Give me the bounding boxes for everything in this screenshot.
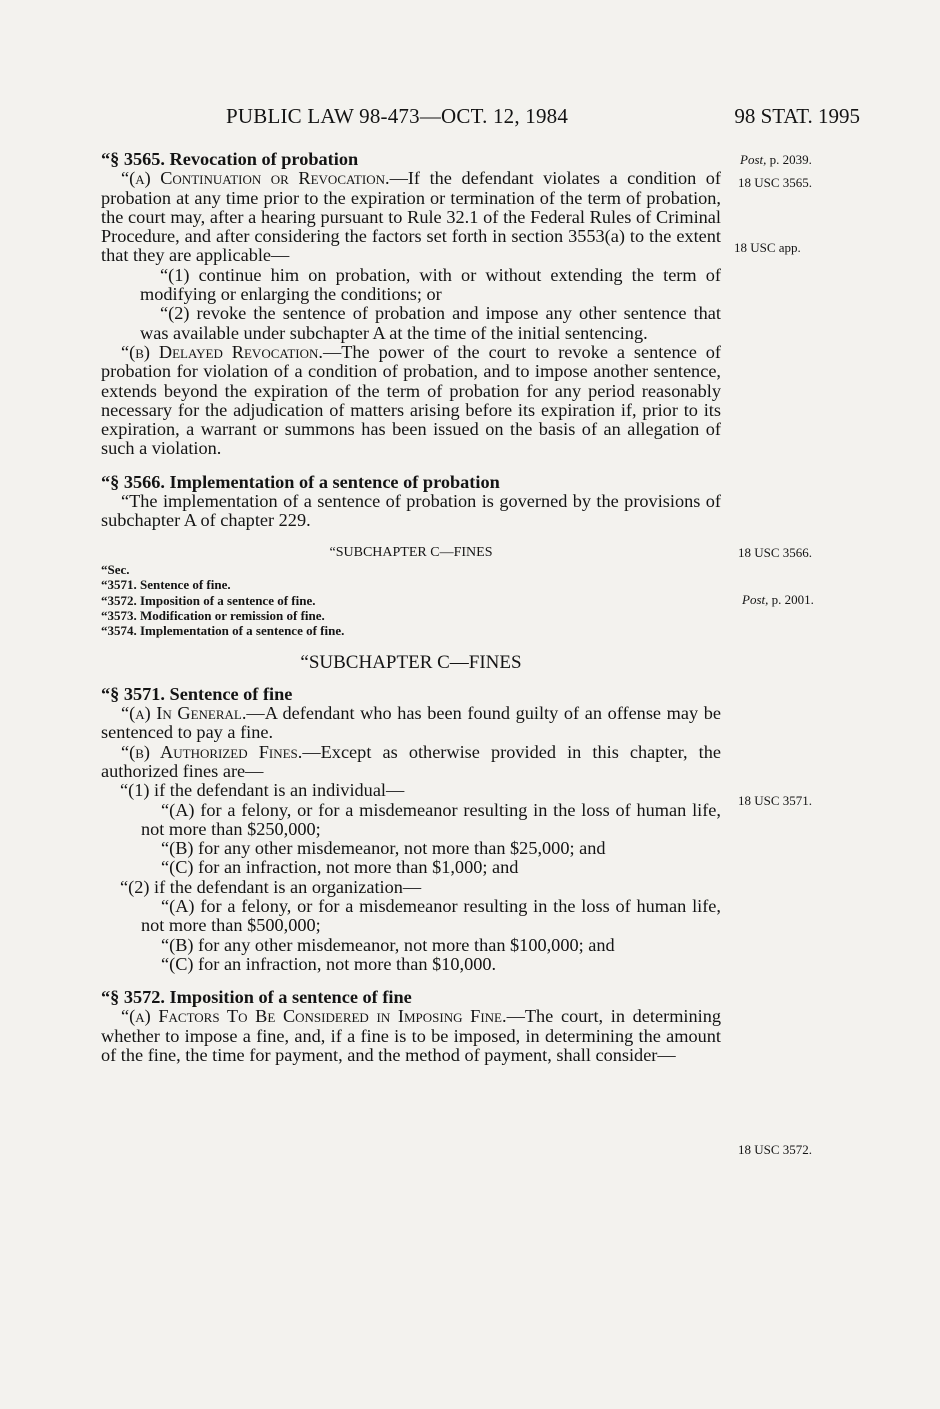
subsection-a-label: “(a) Continuation or Revocation.	[121, 168, 390, 189]
post-label: Post,	[740, 152, 767, 167]
toc-item: “3572. Imposition of a sentence of fine.	[101, 592, 316, 608]
subparagraph-b1A: “(A) for a felony, or for a misdemeanor resulting in the loss of human life, not more than $250,000;	[141, 799, 721, 839]
subsection-a-label: “(a) Factors To Be Considered in Imposing Fine.	[121, 1006, 507, 1027]
section-3566-text: “The implementation of a sentence of probation is governed by the provisions of subchapter A of chapter 229.	[101, 491, 721, 531]
toc-title: “SUBCHAPTER C—FINES	[329, 544, 493, 560]
section-3571-subsection-a	[101, 704, 721, 743]
subsection-b-label: “(b) Delayed Revocation.	[121, 341, 323, 362]
subparagraph-b2B: “(B) for any other misdemeanor, not more than $100,000; and	[161, 934, 615, 955]
subsection-a-text: —The court, in determining whether to impose a fine, and, if a fine is to be imposed, in determining the amount of the fine, the time for payment, and the method of payment, shall consider—	[101, 1006, 721, 1066]
post-page: p. 2039.	[766, 152, 812, 167]
subsection-b-text: —The power of the court to revoke a sentence of probation for violation of a condition of probation, and to impose another sentence, extends beyond the expiration of the term of probation for any period reasonably necessary for the adjudication of matters arising before its expiration if, prior to its expiration, a warrant or summons has been issued on the basis of an allegation of such a violation.	[101, 341, 721, 459]
paragraph-b1: “(1) if the defendant is an individual—	[120, 780, 405, 801]
section-3565-paragraph-2: “(2) revoke the sentence of probation and impose any other sentence that was available under subchapter A at the time of the initial sentencing.	[140, 303, 721, 343]
subparagraph-b1B: “(B) for any other misdemeanor, not more than $25,000; and	[161, 838, 606, 859]
main-text-column	[101, 150, 721, 1065]
toc-item: “3573. Modification or remission of fine.	[101, 607, 325, 623]
toc-sec-label: “Sec.	[101, 561, 130, 577]
subsection-b-label: “(b) Authorized Fines.	[121, 741, 303, 762]
running-title: PUBLIC LAW 98-473—OCT. 12, 1984	[226, 104, 569, 128]
section-3565-subsection-a	[101, 169, 721, 265]
toc-item: “3571. Sentence of fine.	[101, 577, 231, 593]
section-3565-subsection-b	[101, 343, 721, 459]
margin-note-18usc3571: 18 USC 3571.	[738, 793, 813, 808]
post-label: Post,	[742, 592, 769, 607]
section-3566-heading: “§ 3566. Implementation of a sentence of probation	[101, 471, 500, 492]
margin-note-post-2001	[742, 592, 814, 608]
subchapter-table-of-contents	[101, 545, 721, 639]
subsection-a-text: —A defendant who has been found guilty of an offense may be sentenced to pay a fine.	[101, 703, 721, 743]
section-3571-subsection-b	[101, 743, 721, 782]
subparagraph-b2C: “(C) for an infraction, not more than $10,000.	[161, 953, 497, 974]
section-3572-subsection-a	[101, 1007, 721, 1065]
subsection-b-text: —Except as otherwise provided in this chapter, the authorized fines are—	[101, 741, 721, 781]
section-3565-paragraph-1: “(1) continue him on probation, with or without extending the term of modifying or enlarging the conditions; or	[140, 264, 721, 305]
section-3565-heading: “§ 3565. Revocation of probation	[101, 149, 359, 169]
toc-item: “3574. Implementation of a sentence of fine.	[101, 623, 345, 639]
subparagraph-b2A: “(A) for a felony, or for a misdemeanor resulting in the loss of human life, not more than $500,000;	[141, 895, 721, 936]
margin-note-post-2039	[740, 152, 812, 168]
page-header	[0, 104, 940, 134]
margin-note-18usc3572: 18 USC 3572.	[738, 1142, 813, 1157]
stat-page-number: 98 STAT. 1995	[734, 104, 860, 128]
subparagraph-b1C: “(C) for an infraction, not more than $1,000; and	[161, 857, 519, 878]
margin-note-18usc-app: 18 USC app.	[734, 240, 801, 255]
margin-note-18usc3566: 18 USC 3566.	[738, 545, 813, 560]
section-3571-heading: “§ 3571. Sentence of fine	[101, 683, 293, 704]
margin-note-18usc3565: 18 USC 3565.	[738, 175, 813, 190]
section-3572-heading: “§ 3572. Imposition of a sentence of fine	[101, 987, 412, 1008]
paragraph-b2: “(2) if the defendant is an organization—	[120, 876, 422, 897]
subchapter-heading: “SUBCHAPTER C—FINES	[300, 652, 522, 674]
post-page: p. 2001.	[768, 592, 814, 607]
subsection-a-label: “(a) In General.	[121, 703, 247, 724]
subsection-a-text: —If the defendant violates a condition of probation at any time prior to the expiration or termination of the term of probation, the court may, after a hearing pursuant to Rule 32.1 of the Federal Rules of Criminal Procedure, and after considering the factors set forth in section 3553(a) to the extent that they are applicable—	[101, 168, 722, 266]
